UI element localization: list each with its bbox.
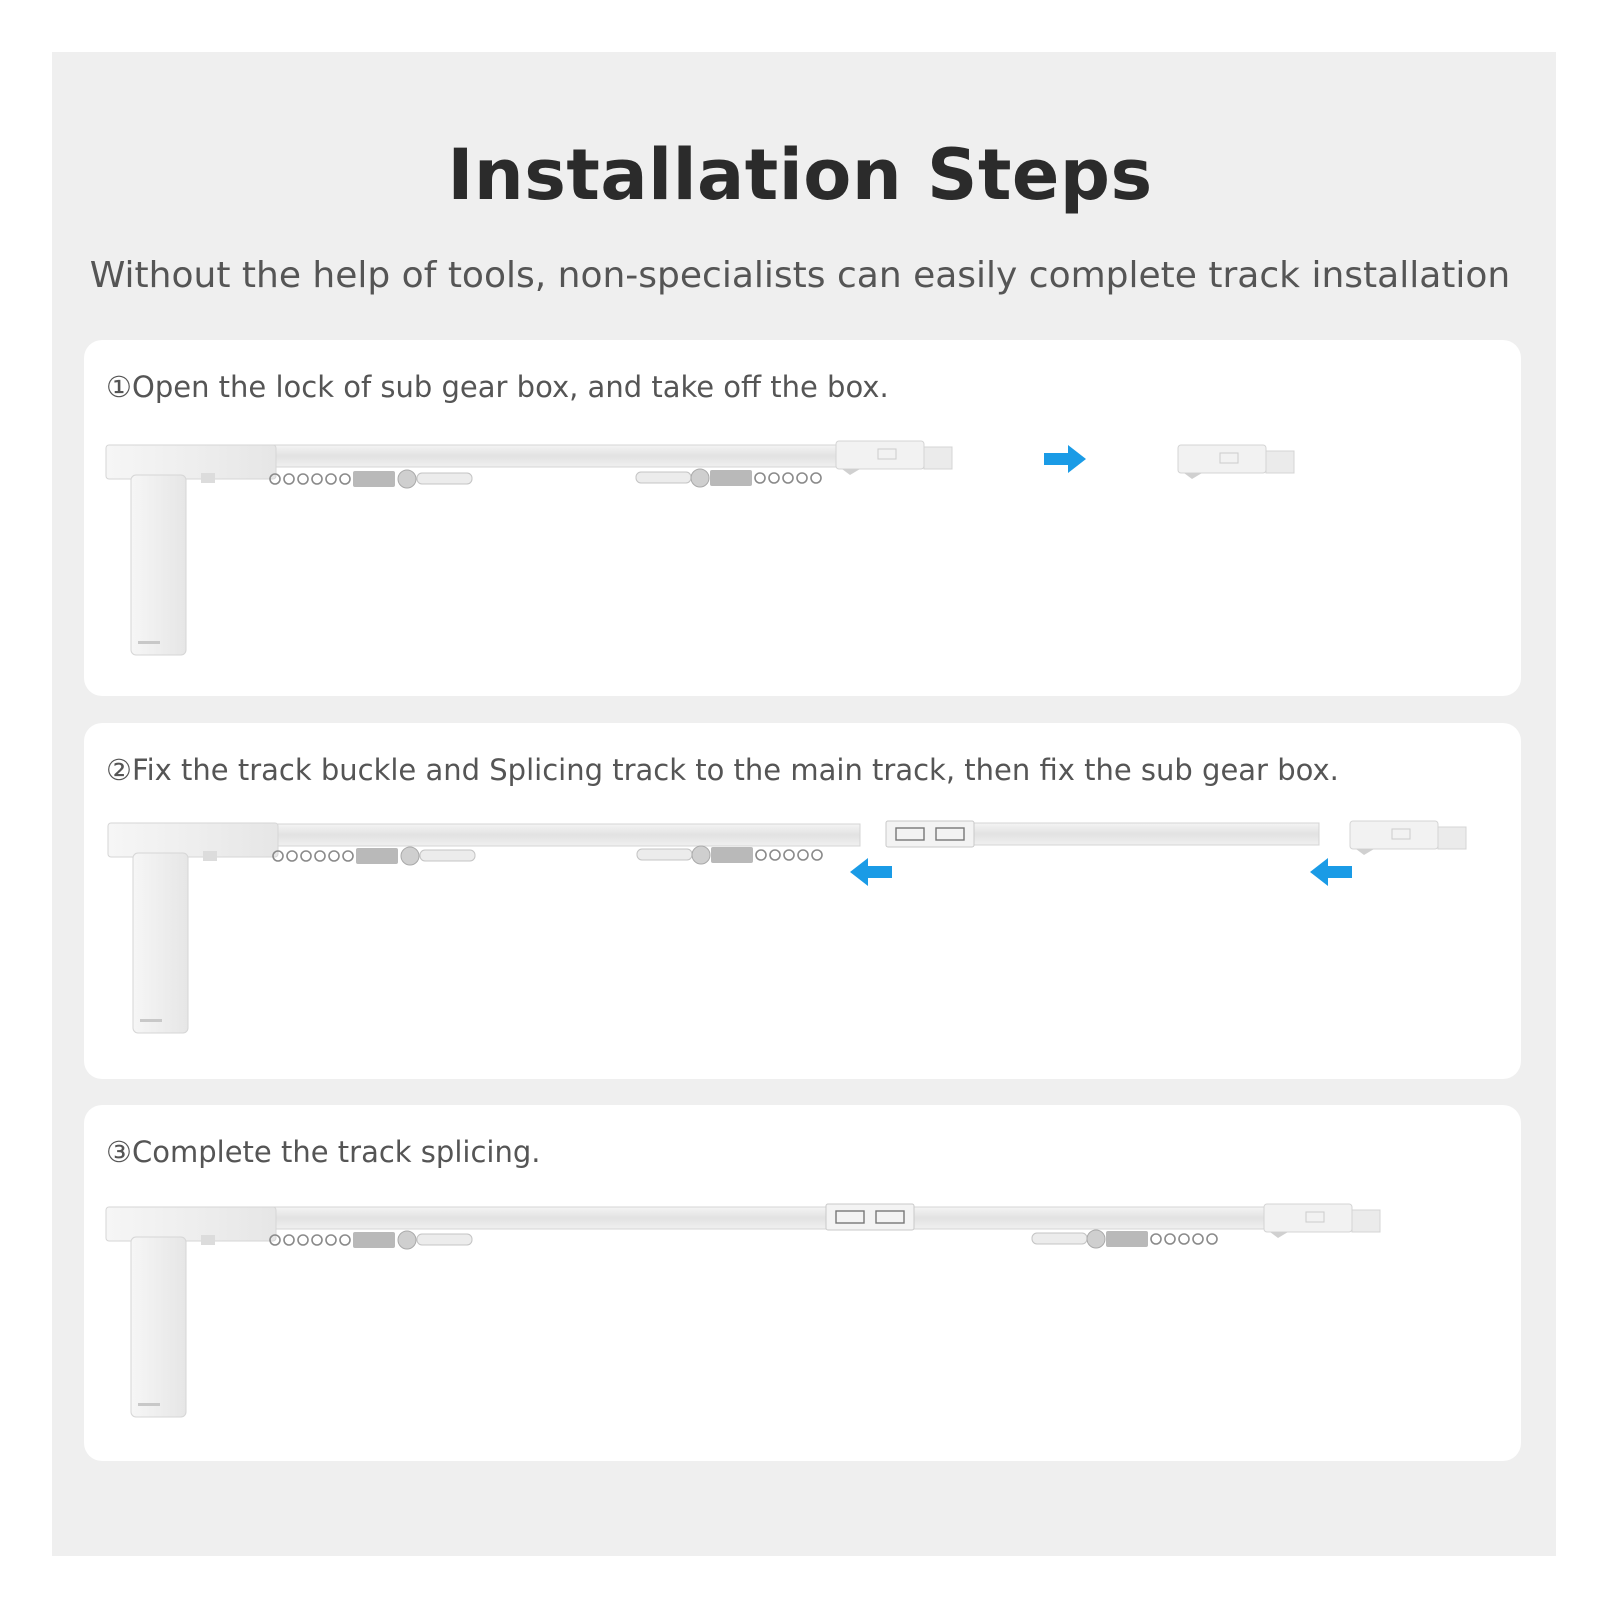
motor-unit-icon [106,1207,276,1417]
step-2-label: ②Fix the track buckle and Splicing track to the main track, then fix the sub gear box. [106,753,1339,787]
arrow-right-icon [1044,445,1086,473]
motor-unit-icon [106,445,276,655]
page-subtitle: Without the help of tools, non-specialists can easily complete track installation [89,255,1511,296]
step-card-3 [84,1105,1521,1461]
runner-hooks-right-icon [1032,1230,1217,1248]
sub-gear-box-icon [1264,1204,1380,1238]
splicing-track-icon [964,823,1319,845]
arrow-left-icon [1310,858,1352,886]
step-3-label: ③Complete the track splicing. [106,1135,541,1169]
curtain-track-icon [269,445,839,467]
step-1-label: ①Open the lock of sub gear box, and take off the box. [106,370,889,404]
sub-gear-box-removed-icon [1178,445,1294,479]
motor-unit-icon [108,823,278,1033]
runner-hooks-left-icon [270,1231,472,1249]
spliced-track-icon [269,1207,1269,1229]
track-buckle-icon [826,1204,914,1230]
main-track-icon [272,824,860,846]
step-3-illustration [84,1105,1521,1461]
sub-gear-box-icon [1350,821,1466,855]
arrow-left-icon [850,858,892,886]
runner-hooks-right-icon [636,469,821,487]
track-buckle-icon [886,821,974,847]
sub-gear-box-attached-icon [836,441,952,475]
step-2-illustration [84,723,1521,1079]
step-1-illustration [84,340,1521,696]
step-card-2 [84,723,1521,1079]
step-card-1 [84,340,1521,696]
runner-hooks-right-icon [637,846,822,864]
runner-hooks-left-icon [270,470,472,488]
runner-hooks-left-icon [273,847,475,865]
page-title: Installation Steps [447,134,1153,216]
